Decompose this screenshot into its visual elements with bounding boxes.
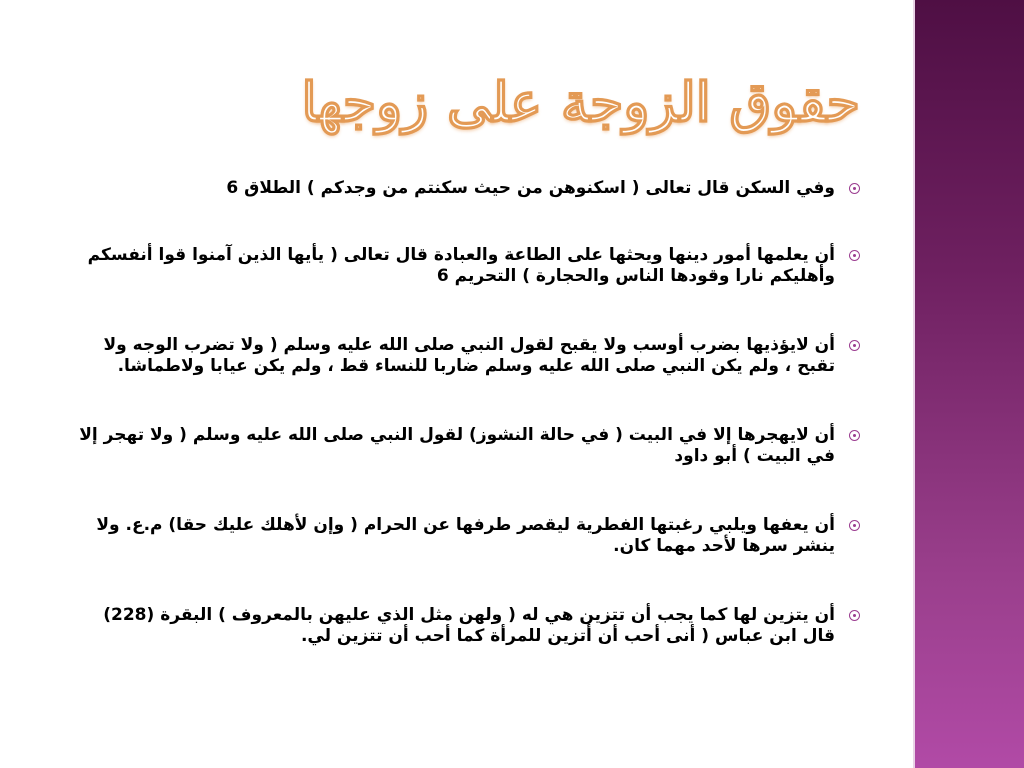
circle-dot-bullet-icon <box>849 340 860 351</box>
circle-dot-bullet-icon <box>849 183 860 194</box>
circle-dot-bullet-icon <box>849 430 860 441</box>
bullet-item-chastity <box>66 515 862 605</box>
bullet-list <box>66 178 862 695</box>
bullet-text: أن يتزين لها كما يجب أن تتزين هي له ( ولهن مثل الذي عليهن بالمعروف ) البقرة (228) قال ابن عباس ( أنى أحب أن أتزين للمرأة كما أحب أن تتزين لي. <box>103 605 835 646</box>
slide-title: حقوق الزوجة على زوجها <box>301 70 860 134</box>
bullet-item-religious-teaching <box>66 245 862 335</box>
bullet-text: أن لايهجرها إلا في البيت ( في حالة النشوز) لقول النبي صلى الله عليه وسلم ( ولا تهجر إلا في البيت ) أبو داود <box>79 425 835 466</box>
bullet-item-no-desertion <box>66 425 862 515</box>
circle-dot-bullet-icon <box>849 250 860 261</box>
circle-dot-bullet-icon <box>849 610 860 621</box>
bullet-text: أن يعفها ويلبي رغبتها الفطرية ليقصر طرفها عن الحرام ( وإن لأهلك عليك حقا) م.ع. ولا ينشر سرها لأحد مهما كان. <box>96 515 835 556</box>
bullet-item-housing <box>66 178 862 245</box>
decorative-side-band <box>913 0 1024 768</box>
bullet-text: أن يعلمها أمور دينها ويحثها على الطاعة والعبادة قال تعالى ( يأيها الذين آمنوا قوا أنفسكم وأهليكم نارا وقودها الناس والحجارة ) التحريم 6 <box>87 245 835 286</box>
bullet-text: وفي السكن قال تعالى ( اسكنوهن من حيث سكنتم من وجدكم ) الطلاق 6 <box>226 178 835 198</box>
bullet-text: أن لايؤذيها بضرب أوسب ولا يقبح لقول النبي صلى الله عليه وسلم ( ولا تضرب الوجه ولا تقبح ، ولم يكن النبي صلى الله عليه وسلم ضاربا للنساء قط ، ولم يكن عيابا ولاطماشا. <box>103 335 835 376</box>
bullet-item-no-harm <box>66 335 862 425</box>
bullet-item-adornment <box>66 605 862 695</box>
circle-dot-bullet-icon <box>849 520 860 531</box>
